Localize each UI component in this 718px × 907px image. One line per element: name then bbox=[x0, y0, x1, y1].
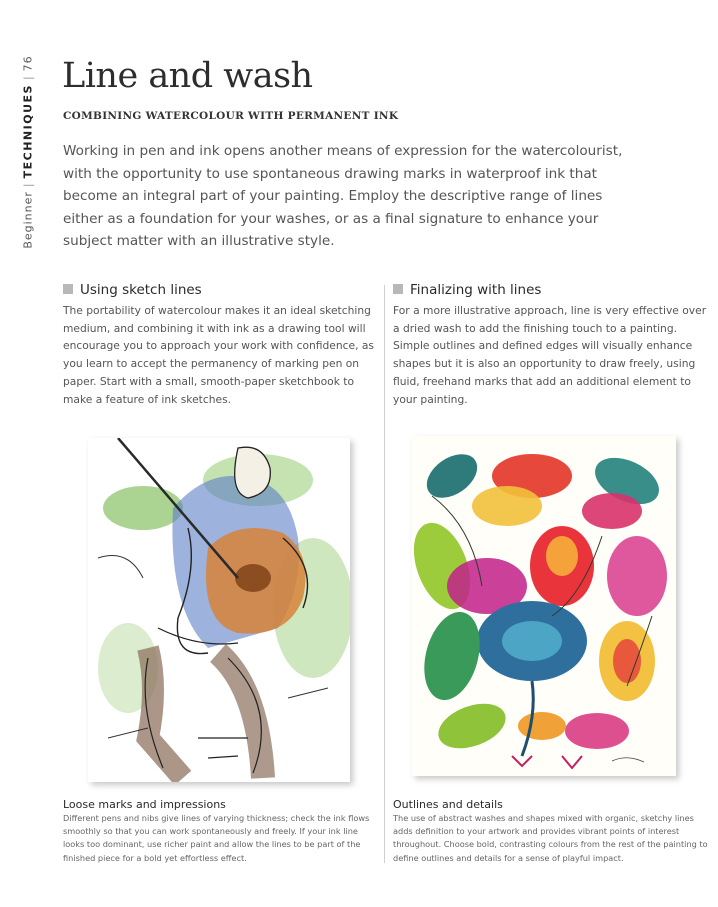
floral-illustration bbox=[412, 436, 676, 776]
separator: | bbox=[21, 182, 35, 188]
heading-text: Finalizing with lines bbox=[410, 282, 542, 298]
page-title: Line and wash bbox=[62, 56, 313, 96]
level-label: Beginner bbox=[21, 191, 35, 249]
section-heading-finalizing-lines bbox=[393, 282, 541, 298]
caption-body-outlines: The use of abstract washes and shapes mixed with organic, sketchy lines adds definition to your artwork and provides vibrant points of interest throughout. Choose bold, contrasting colours from the rest of the painting to define outlines and details for a sense of playful impact. bbox=[393, 813, 708, 863]
heading-text: Using sketch lines bbox=[80, 282, 202, 298]
guitarist-sketch-illustration bbox=[88, 438, 350, 782]
page-subtitle: COMBINING WATERCOLOUR WITH PERMANENT INK bbox=[63, 110, 399, 122]
square-bullet-icon bbox=[63, 284, 73, 294]
section-heading-sketch-lines bbox=[63, 282, 202, 298]
side-tab bbox=[18, 55, 38, 249]
section-body-sketch-lines: The portability of watercolour makes it an ideal sketching medium, and combining it with ink as a drawing tool will encourage you to approach your work with confidence, as you learn to accept the permanency of marking pen on paper. Start with a small, smooth-paper sketchbook to make a feature of ink sketches. bbox=[63, 304, 374, 406]
section-label: TECHNIQUES bbox=[21, 84, 35, 179]
caption-body-loose-marks: Different pens and nibs give lines of varying thickness; check the ink flows smoothly so that you can work spontaneously and freely. If your ink line looks too dominant, use richer paint and allow the lines to be part of the finished piece for a bold yet effortless effect. bbox=[63, 813, 370, 863]
floral-art bbox=[412, 436, 676, 776]
guitarist-sketch-art bbox=[88, 438, 350, 782]
separator: | bbox=[21, 75, 35, 81]
square-bullet-icon bbox=[393, 284, 403, 294]
page-number: 76 bbox=[21, 55, 35, 72]
section-body-finalizing-lines: For a more illustrative approach, line is very effective over a dried wash to add the finishing touch to a painting. Simple outlines and defined edges will visually enhance shapes but it is also an opportunity to draw freely, using fluid, freehand marks that add an additional element to your painting. bbox=[393, 304, 707, 406]
caption-title-loose-marks: Loose marks and impressions bbox=[63, 798, 226, 811]
column-divider bbox=[384, 285, 385, 863]
side-tab-text bbox=[22, 55, 35, 248]
intro-paragraph: Working in pen and ink opens another means of expression for the watercolourist, with the opportunity to use spontaneous drawing marks in waterproof ink that become an integral part of your painting. Employ the descriptive range of lines either as a foundation for your washes, or as a final signature to enhance your subject matter with an illustrative style. bbox=[63, 143, 623, 250]
caption-title-outlines: Outlines and details bbox=[393, 798, 503, 811]
